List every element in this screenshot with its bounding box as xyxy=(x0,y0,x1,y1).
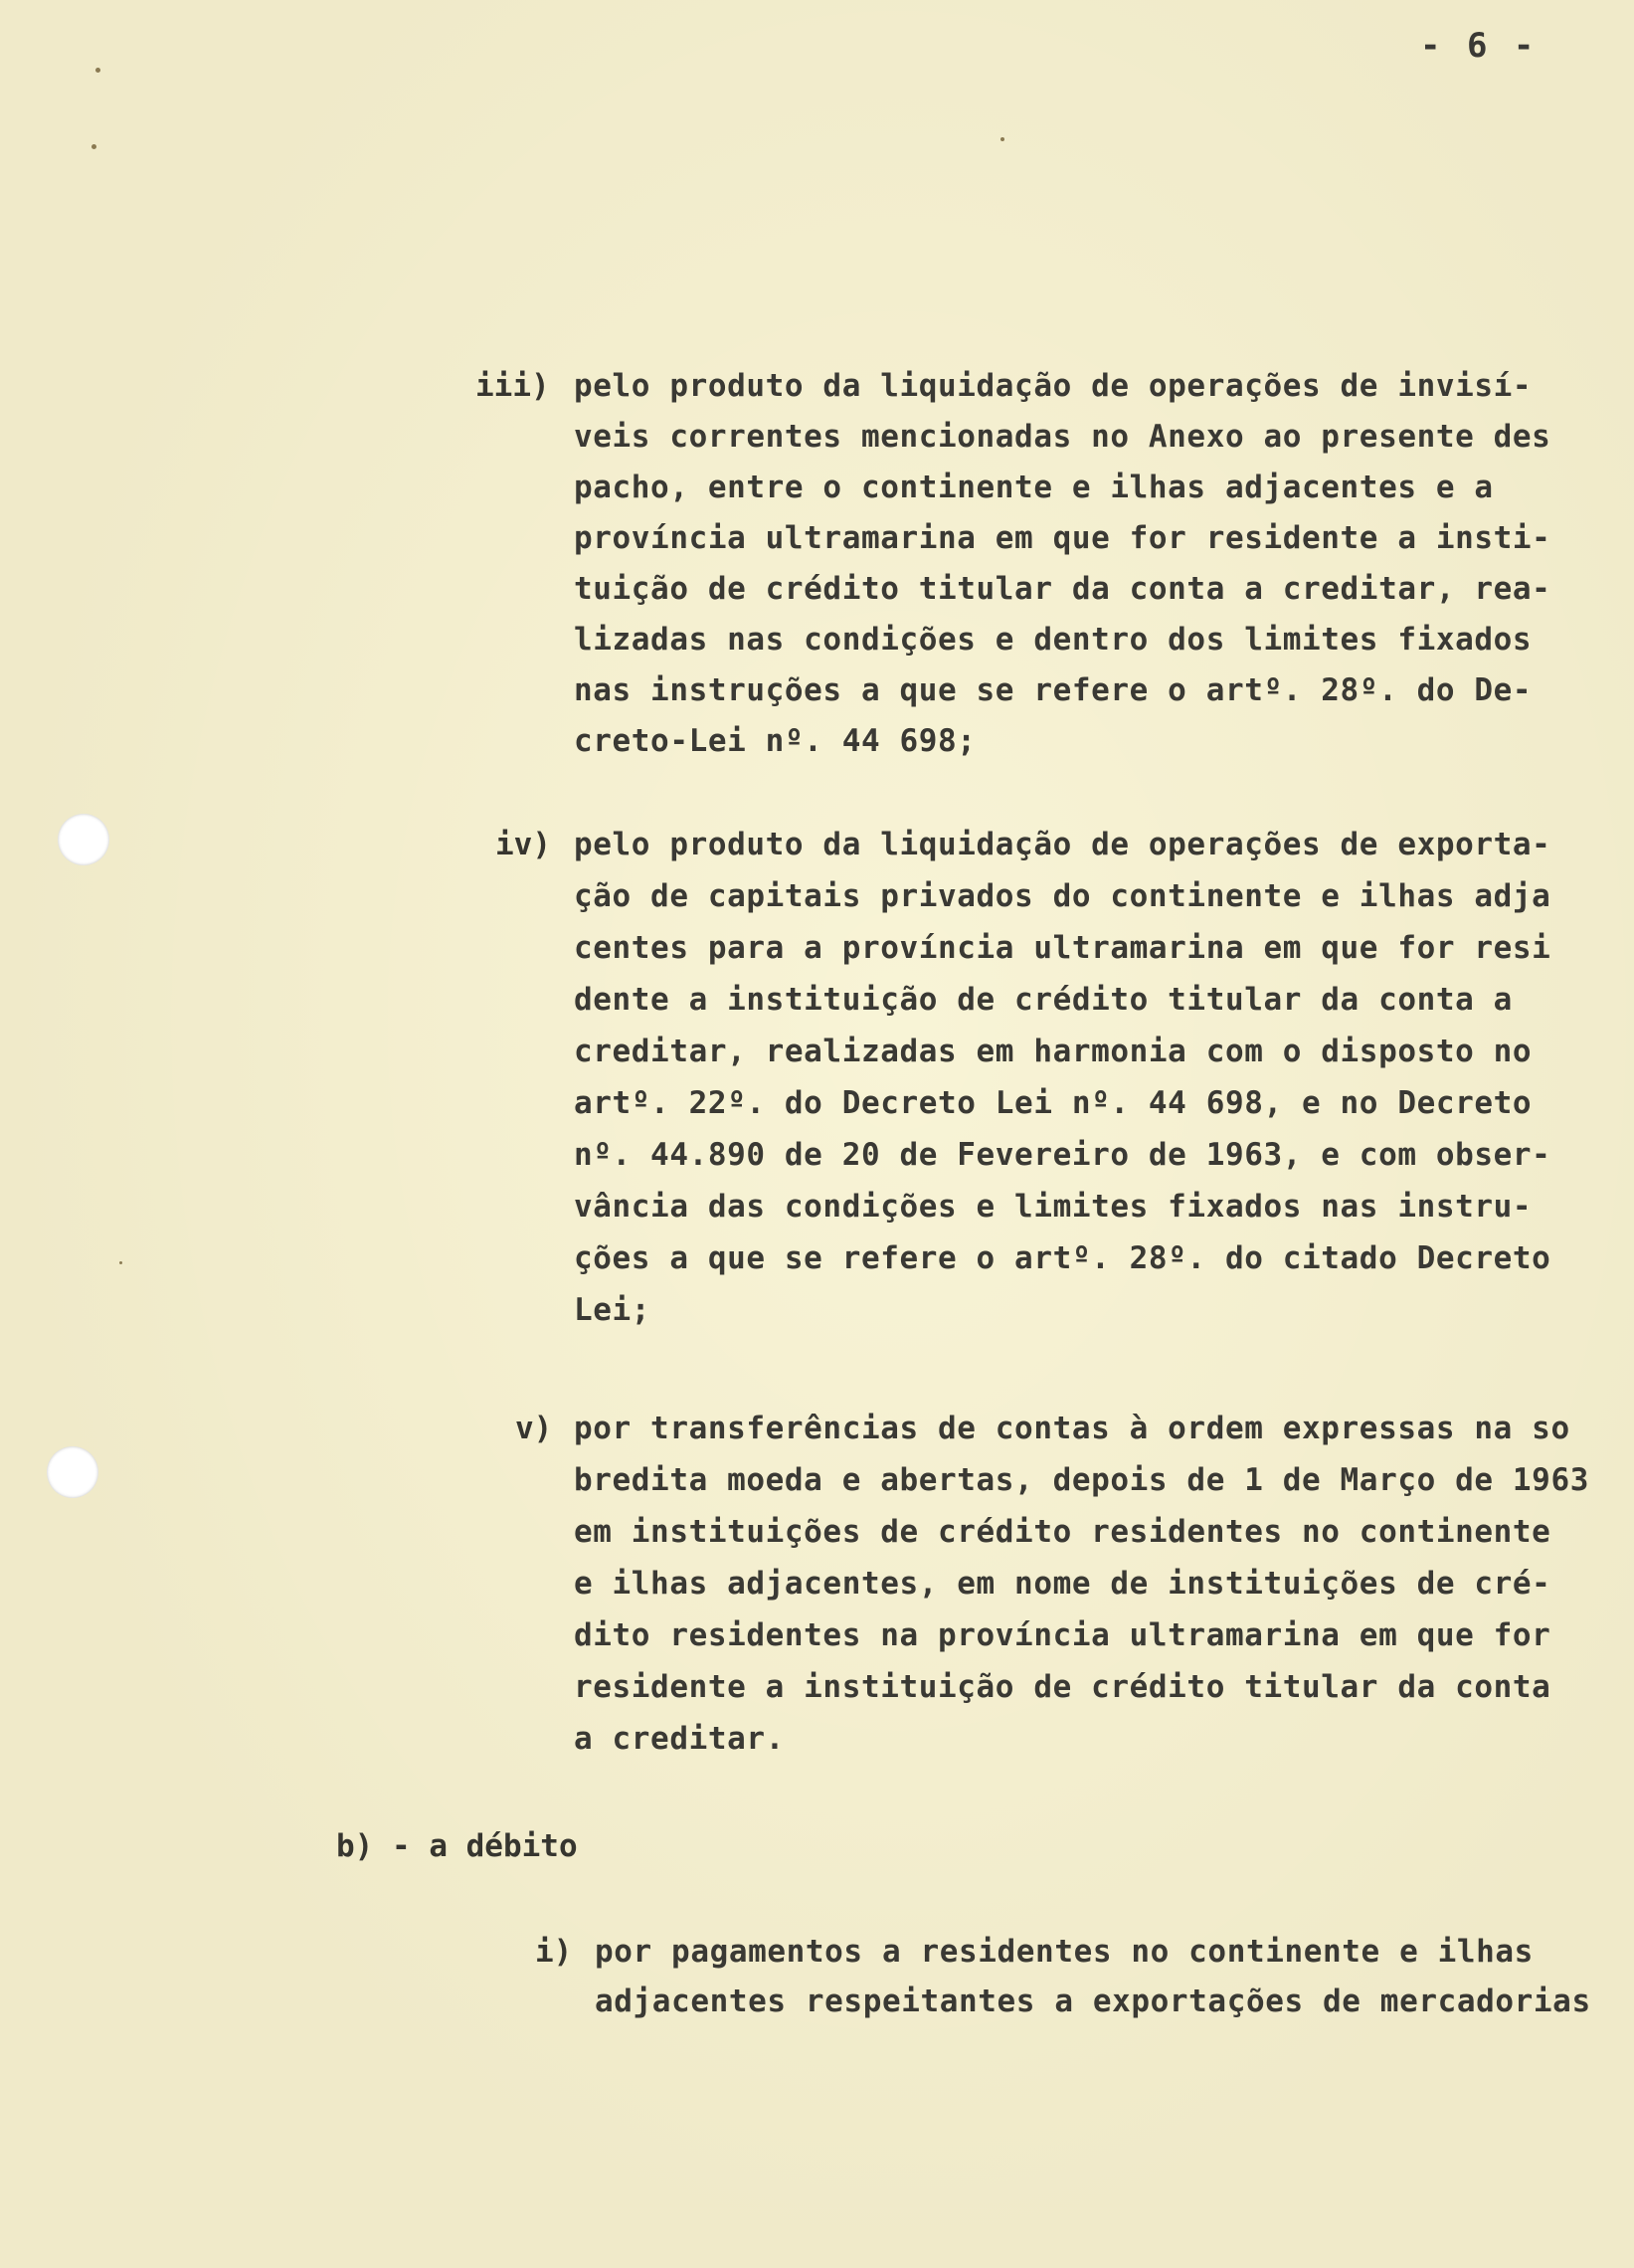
item-iv-marker: iv) xyxy=(495,827,551,862)
item-iv-line: nº. 44.890 de 20 de Fevereiro de 1963, e com obser- xyxy=(574,1137,1551,1173)
paper-speck xyxy=(1000,137,1004,141)
item-iv-line: ções a que se refere o artº. 28º. do citado Decreto xyxy=(574,1240,1551,1276)
item-v-line: a creditar. xyxy=(574,1721,785,1757)
item-b-i-line: adjacentes respeitantes a exportações de mercadorias xyxy=(595,1984,1591,2019)
item-iii-line: creto-Lei nº. 44 698; xyxy=(574,723,977,759)
item-iii-line: província ultramarina em que for residente a insti- xyxy=(574,520,1551,556)
paper-speck xyxy=(95,68,100,73)
item-iv-line: pelo produto da liquidação de operações de exporta- xyxy=(574,827,1551,862)
item-iii-line: nas instruções a que se refere o artº. 28º. do De- xyxy=(574,672,1533,708)
item-v-line: bredita moeda e abertas, depois de 1 de Março de 1963 xyxy=(574,1462,1589,1498)
paper-speck xyxy=(91,144,96,149)
item-iii-line: pelo produto da liquidação de operações de invisí- xyxy=(574,368,1533,404)
item-iii-line: lizadas nas condições e dentro dos limites fixados xyxy=(574,622,1533,658)
item-iv-line: ção de capitais privados do continente e ilhas adja xyxy=(574,878,1551,914)
item-iv-line: artº. 22º. do Decreto Lei nº. 44 698, e no Decreto xyxy=(574,1085,1533,1121)
item-iii-line: veis correntes mencionadas no Anexo ao presente des xyxy=(574,419,1551,455)
item-iii-line: tuição de crédito titular da conta a creditar, rea- xyxy=(574,571,1551,607)
item-b-i-marker: i) xyxy=(535,1934,573,1970)
item-v-line: dito residentes na província ultramarina em que for xyxy=(574,1617,1551,1653)
item-v-line: e ilhas adjacentes, em nome de instituições de cré- xyxy=(574,1566,1551,1602)
item-iv-line: creditar, realizadas em harmonia com o disposto no xyxy=(574,1034,1533,1069)
paper-speck xyxy=(119,1261,122,1264)
punch-hole-bottom xyxy=(47,1446,98,1498)
item-v-line: por transferências de contas à ordem expressas na so xyxy=(574,1411,1570,1446)
item-iv-line: vância das condições e limites fixados nas instru- xyxy=(574,1189,1533,1225)
item-iv-line: dente a instituição de crédito titular da conta a xyxy=(574,982,1513,1018)
item-iv-line: centes para a província ultramarina em que for resi xyxy=(574,930,1551,966)
section-b-heading: b) - a débito xyxy=(336,1828,578,1864)
item-iii-line: pacho, entre o continente e ilhas adjacentes e a xyxy=(574,470,1494,505)
item-v-marker: v) xyxy=(515,1411,553,1446)
item-v-line: em instituições de crédito residentes no continente xyxy=(574,1514,1551,1550)
item-iv-line: Lei; xyxy=(574,1292,651,1328)
item-b-i-line: por pagamentos a residentes no continente e ilhas xyxy=(595,1934,1534,1970)
page-number: - 6 - xyxy=(1420,26,1538,66)
item-iii-marker: iii) xyxy=(475,368,550,404)
item-v-line: residente a instituição de crédito titular da conta xyxy=(574,1669,1551,1705)
punch-hole-top xyxy=(58,814,109,865)
